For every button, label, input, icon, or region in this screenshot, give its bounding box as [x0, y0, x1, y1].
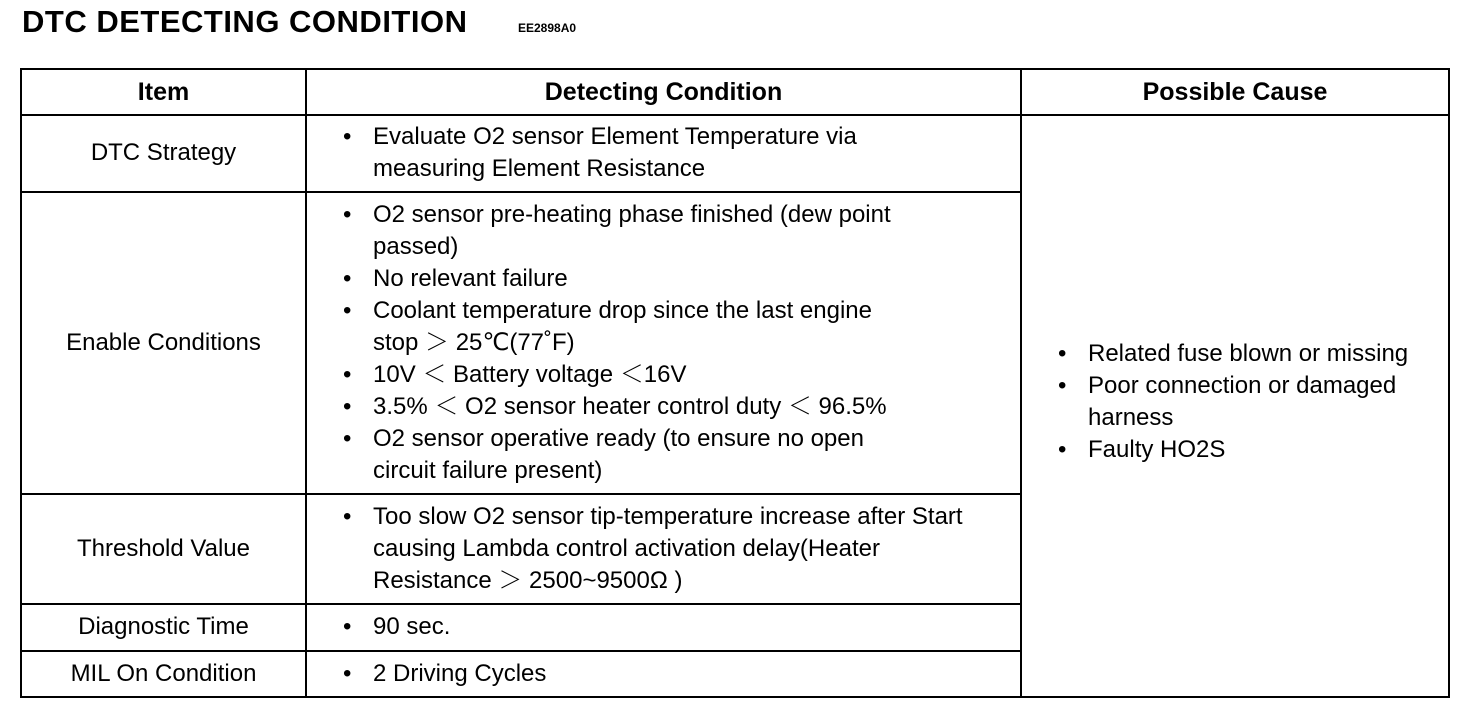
row-item-label: Enable Conditions — [21, 192, 306, 494]
header-row — [21, 69, 1449, 115]
row-conditions — [306, 604, 1021, 650]
header-cause: Possible Cause — [1021, 69, 1449, 115]
cause-item: • Faulty HO2S — [1058, 434, 1428, 466]
row-conditions — [306, 494, 1021, 605]
condition-item: • 90 sec. — [343, 611, 1020, 643]
condition-item: • O2 sensor operative ready (to ensure no open circuit failure present) — [343, 423, 903, 487]
condition-item: • No relevant failure — [343, 263, 903, 295]
condition-item: • 10V ＜ Battery voltage ＜16V — [343, 359, 903, 391]
condition-item: • 3.5% ＜ O2 sensor heater control duty ＜ 96.5% — [343, 391, 903, 423]
header-item: Item — [21, 69, 306, 115]
dtc-table — [20, 68, 1450, 698]
row-item-label: Threshold Value — [21, 494, 306, 605]
condition-item: • O2 sensor pre-heating phase finished (dew point passed) — [343, 199, 903, 263]
cause-item: • Related fuse blown or missing — [1058, 338, 1428, 370]
condition-item: • Coolant temperature drop since the last engine stop ＞ 25℃(77˚F) — [343, 295, 903, 359]
row-item-label: DTC Strategy — [21, 115, 306, 192]
page-title: DTC DETECTING CONDITION — [22, 4, 468, 39]
condition-item: • 2 Driving Cycles — [343, 658, 1020, 690]
header-condition: Detecting Condition — [306, 69, 1021, 115]
condition-item: • Evaluate O2 sensor Element Temperature via measuring Element Resistance — [343, 121, 963, 185]
condition-item: • Too slow O2 sensor tip-temperature increase after Start causing Lambda control activation delay(Heater Resistance ＞ 2500~9500Ω ) — [343, 501, 963, 597]
row-item-label: Diagnostic Time — [21, 604, 306, 650]
document-code: EE2898A0 — [518, 21, 577, 35]
possible-causes-cell — [1021, 115, 1449, 697]
row-conditions — [306, 115, 1021, 192]
row-item-label: MIL On Condition — [21, 651, 306, 697]
row-conditions — [306, 651, 1021, 697]
table-row — [21, 115, 1449, 192]
cause-item: • Poor connection or damaged harness — [1058, 370, 1428, 434]
row-conditions — [306, 192, 1021, 494]
